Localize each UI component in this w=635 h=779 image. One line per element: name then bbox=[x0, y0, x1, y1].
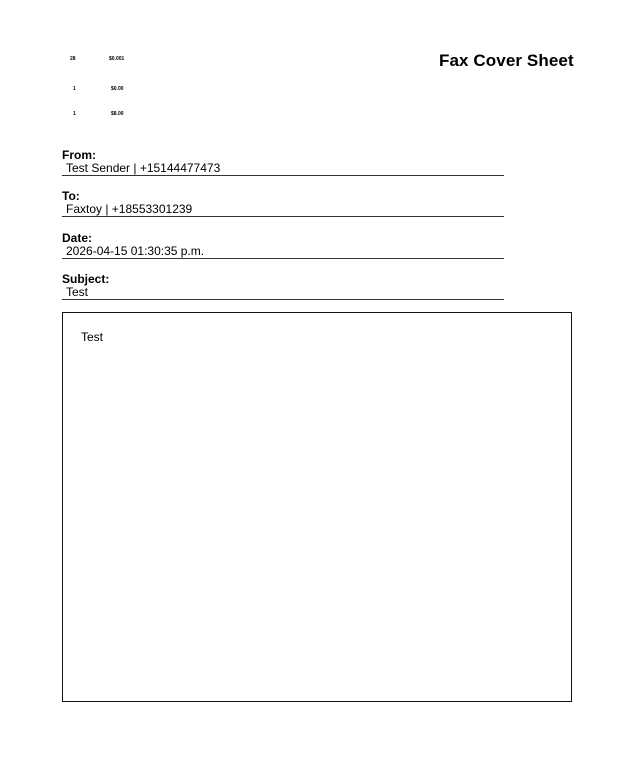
stat-qty-2: 1 bbox=[73, 86, 76, 92]
subject-value: Test bbox=[62, 286, 504, 300]
subject-field bbox=[62, 273, 504, 300]
stat-qty-1: 28 bbox=[70, 56, 76, 62]
to-label: To: bbox=[62, 189, 80, 203]
date-value: 2026-04-15 01:30:35 p.m. bbox=[62, 245, 504, 259]
to-field bbox=[62, 190, 504, 217]
date-field bbox=[62, 232, 504, 259]
from-field bbox=[62, 149, 504, 176]
message-box bbox=[62, 312, 572, 702]
stat-amount-3: $8.00 bbox=[111, 111, 124, 117]
stat-qty-3: 1 bbox=[73, 111, 76, 117]
message-body: Test bbox=[81, 330, 104, 344]
page-title: Fax Cover Sheet bbox=[439, 51, 574, 70]
stat-amount-2: $0.00 bbox=[111, 86, 124, 92]
from-value: Test Sender | +15144477473 bbox=[62, 162, 504, 176]
stat-amount-1: $0.001 bbox=[109, 56, 125, 62]
to-value: Faxtoy | +18553301239 bbox=[62, 203, 504, 217]
date-label: Date: bbox=[62, 231, 93, 245]
subject-label: Subject: bbox=[62, 272, 110, 286]
from-label: From: bbox=[62, 148, 96, 162]
